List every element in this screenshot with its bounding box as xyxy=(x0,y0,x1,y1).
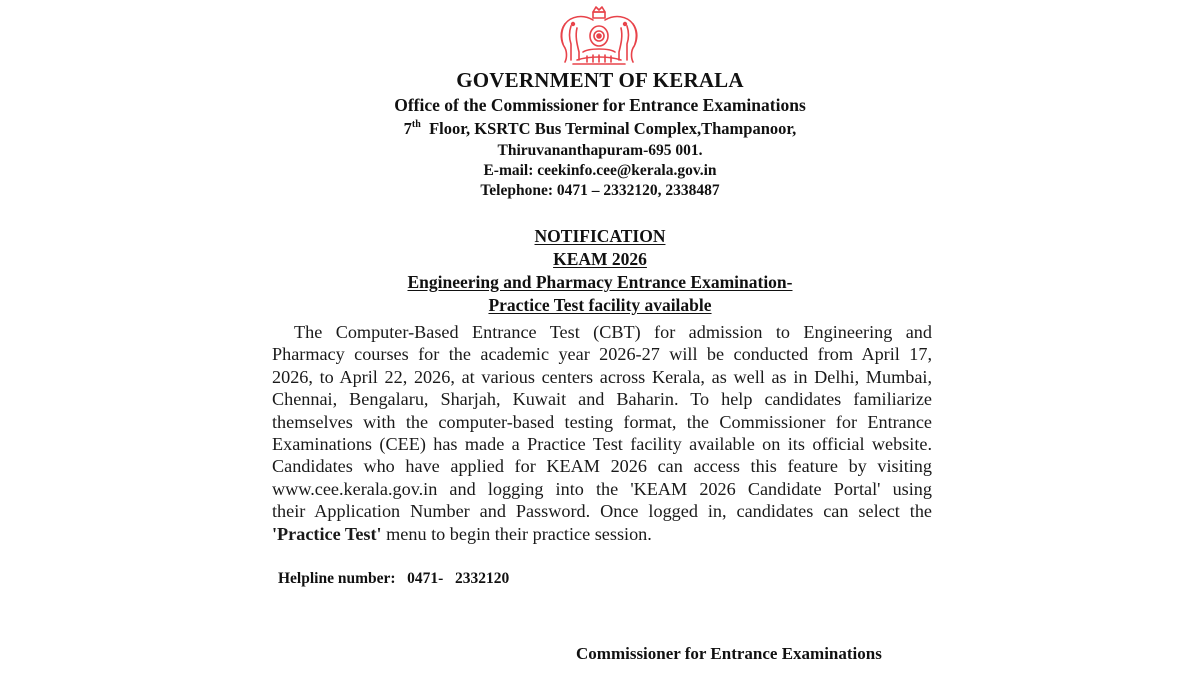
body-line-last-text: menu to begin their practice session. xyxy=(381,523,652,544)
body-line: The Computer-Based Entrance Test (CBT) for admission to Engineering and xyxy=(294,322,932,342)
floor-number: 7 xyxy=(403,119,412,138)
email-line: E-mail: ceekinfo.cee@kerala.gov.in xyxy=(483,162,717,179)
address-line-1-text: Floor, KSRTC Bus Terminal Complex,Thampanoor, xyxy=(429,119,797,138)
notification-heading: NOTIFICATION xyxy=(534,226,666,246)
body-line: Examinations (CEE) has made a Practice Test facility available on its official website. xyxy=(272,433,932,454)
address-line-1 xyxy=(0,119,1200,139)
address-line-2: Thiruvananthapuram-695 001. xyxy=(497,142,703,159)
floor-ordinal-suffix: th xyxy=(411,119,421,130)
emblem-graphic xyxy=(553,4,645,68)
exam-name-heading: KEAM 2026 xyxy=(553,249,647,269)
office-name: Office of the Commissioner for Entrance Examinations xyxy=(394,95,806,115)
signatory-title: Commissioner for Entrance Examinations xyxy=(576,644,882,663)
telephone-line: Telephone: 0471 – 2332120, 2338487 xyxy=(480,182,720,199)
helpline-number: Helpline number: 0471- 2332120 xyxy=(278,570,510,587)
body-line: 2026, to April 22, 2026, at various centers across Kerala, as well as in Delhi, Mumbai, xyxy=(272,366,932,387)
body-line: Pharmacy courses for the academic year 2026-27 will be conducted from April 17, xyxy=(272,344,932,365)
body-line: Chennai, Bengalaru, Sharjah, Kuwait and Baharin. To help candidates familiarize xyxy=(272,389,932,410)
body-line: Candidates who have applied for KEAM 2026 can access this feature by visiting xyxy=(272,456,932,477)
body-line: their Application Number and Password. Once logged in, candidates can select the xyxy=(272,501,932,522)
body-line: themselves with the computer-based testing format, the Commissioner for Entrance xyxy=(272,411,932,432)
body-line-last xyxy=(272,523,932,545)
government-title: GOVERNMENT OF KERALA xyxy=(456,68,744,92)
body-line: www.cee.kerala.gov.in and logging into the 'KEAM 2026 Candidate Portal' using xyxy=(272,478,932,499)
subject-heading-line-1: Engineering and Pharmacy Entrance Examination- xyxy=(407,272,793,292)
notification-body xyxy=(272,321,932,545)
kerala-state-emblem-icon xyxy=(553,4,645,68)
practice-test-menu-name: 'Practice Test' xyxy=(272,523,382,544)
subject-heading-line-2: Practice Test facility available xyxy=(488,295,712,315)
